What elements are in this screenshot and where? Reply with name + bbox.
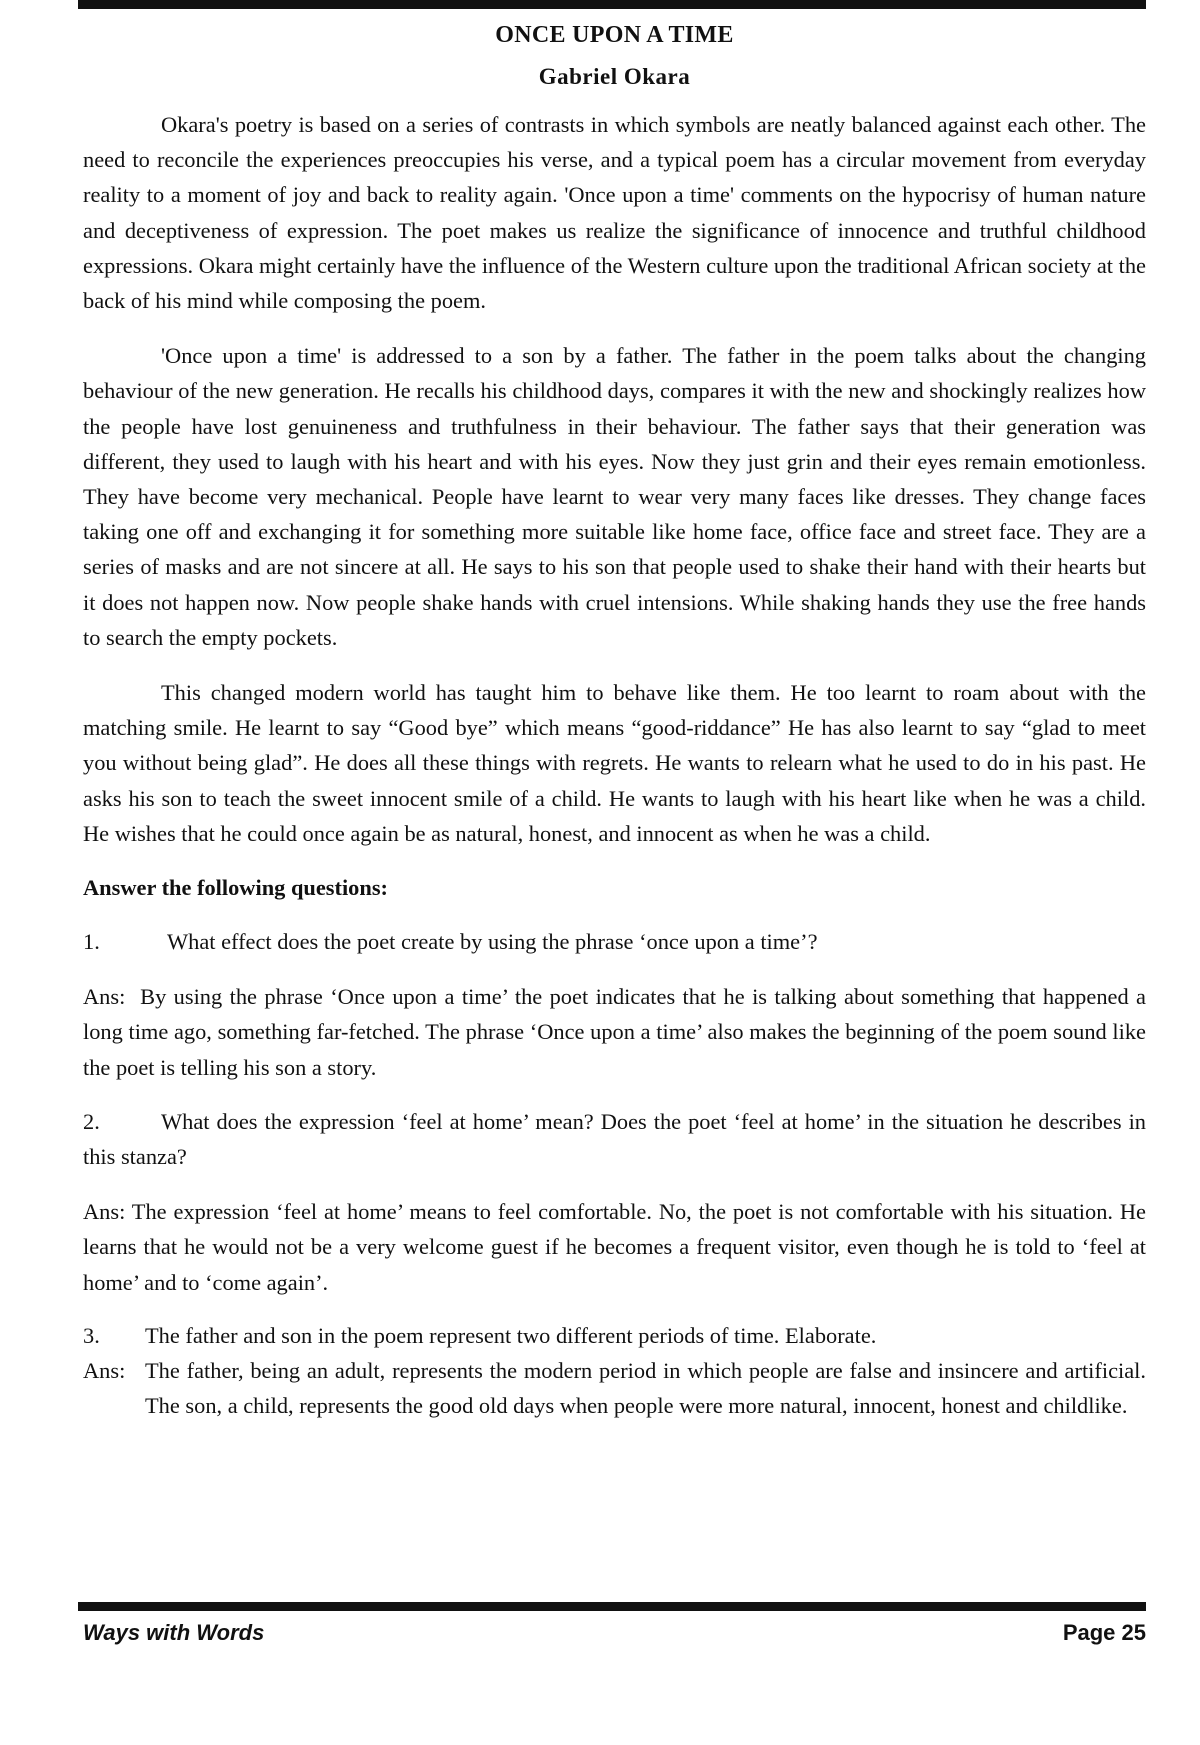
footer-page-number: Page 25 xyxy=(1062,1620,1146,1645)
questions-heading: Answer the following questions: xyxy=(83,875,388,901)
answer-label: Ans: xyxy=(83,1358,126,1384)
answer-1 xyxy=(83,979,1146,1085)
answer-label: Ans: xyxy=(83,984,126,1010)
summary-paragraph: 'Once upon a time' is addressed to a son by a father. The father in the poem talks about the changing behaviour of the new generation. He recalls his childhood days, compares it with the new and shockingly realizes how the people have lost genuineness and truthfulness in their behaviour. The father says that their generation was different, they used to laugh with his heart and with his eyes. Now they just grin and their eyes remain emotionless. They have become very mechanical. People have learnt to wear very many faces like dresses. They change faces taking one off and exchanging it for something more suitable like home face, office face and street face. They are a series of masks and are not sincere at all. He says to his son that people used to shake their hand with their hearts but it does not happen now. Now people shake hands with cruel intensions. While shaking hands they use the free hands to search the empty pockets. xyxy=(83,343,1146,650)
top-rule xyxy=(78,0,1146,9)
question-3 xyxy=(83,1318,1146,1353)
question-text: What effect does the poet create by using the phrase ‘once upon a time’? xyxy=(167,929,818,955)
footer-book-title: Ways with Words xyxy=(83,1620,265,1645)
answer-3 xyxy=(83,1353,1146,1423)
answer-2 xyxy=(83,1194,1146,1300)
question-number: 3. xyxy=(83,1322,100,1348)
bottom-rule xyxy=(78,1602,1146,1611)
answer-text: By using the phrase ‘Once upon a time’ the poet indicates that he is talking about something that happened a long time ago, something far-fetched. The phrase ‘Once upon a time’ also makes the beginning of the poem sound like the poet is telling his son a story. xyxy=(83,984,1146,1080)
question-2 xyxy=(83,1104,1146,1174)
page-content xyxy=(83,18,1146,1424)
conclusion-paragraph: This changed modern world has taught him to behave like them. He too learnt to roam about with the matching smile. He learnt to say “Good bye” which means “good-riddance” He has also learnt to say “glad to meet you without being glad”. He does all these things with regrets. He wants to relearn what he used to do in his past. He asks his son to teach the sweet innocent smile of a child. He wants to laugh with his heart like when he was a child. He wishes that he could once again be as natural, honest, and innocent as when he was a child. xyxy=(83,680,1146,846)
poem-title: ONCE UPON A TIME xyxy=(495,22,734,48)
answer-text: The father, being an adult, represents the modern period in which people are false and insincere and artificial. The son, a child, represents the good old days when people were more natural, innocent, honest and childlike. xyxy=(145,1358,1146,1419)
intro-paragraph: Okara's poetry is based on a series of contrasts in which symbols are neatly balanced against each other. The need to reconcile the experiences preoccupies his verse, and a typical poem has a circular movement from everyday reality to a moment of joy and back to reality again. 'Once upon a time' comments on the hypocrisy of human nature and deceptiveness of expression. The poet makes us realize the significance of innocence and truthful childhood expressions. Okara might certainly have the influence of the Western culture upon the traditional African society at the back of his mind while composing the poem. xyxy=(83,112,1146,314)
poem-author: Gabriel Okara xyxy=(538,64,691,89)
question-number: 1. xyxy=(83,929,100,955)
question-1 xyxy=(83,924,1146,959)
question-number: 2. xyxy=(83,1108,100,1134)
answer-label: Ans: xyxy=(83,1199,126,1225)
answer-text: The expression ‘feel at home’ means to feel comfortable. No, the poet is not comfortable with his situation. He learns that he would not be a very welcome guest if he becomes a frequent visitor, even though he is told to ‘feel at home’ and to ‘come again’. xyxy=(83,1199,1146,1295)
question-text: The father and son in the poem represent two different periods of time. Elaborate. xyxy=(145,1322,877,1348)
question-text: What does the expression ‘feel at home’ mean? Does the poet ‘feel at home’ in the situation he describes in this stanza? xyxy=(83,1108,1146,1170)
